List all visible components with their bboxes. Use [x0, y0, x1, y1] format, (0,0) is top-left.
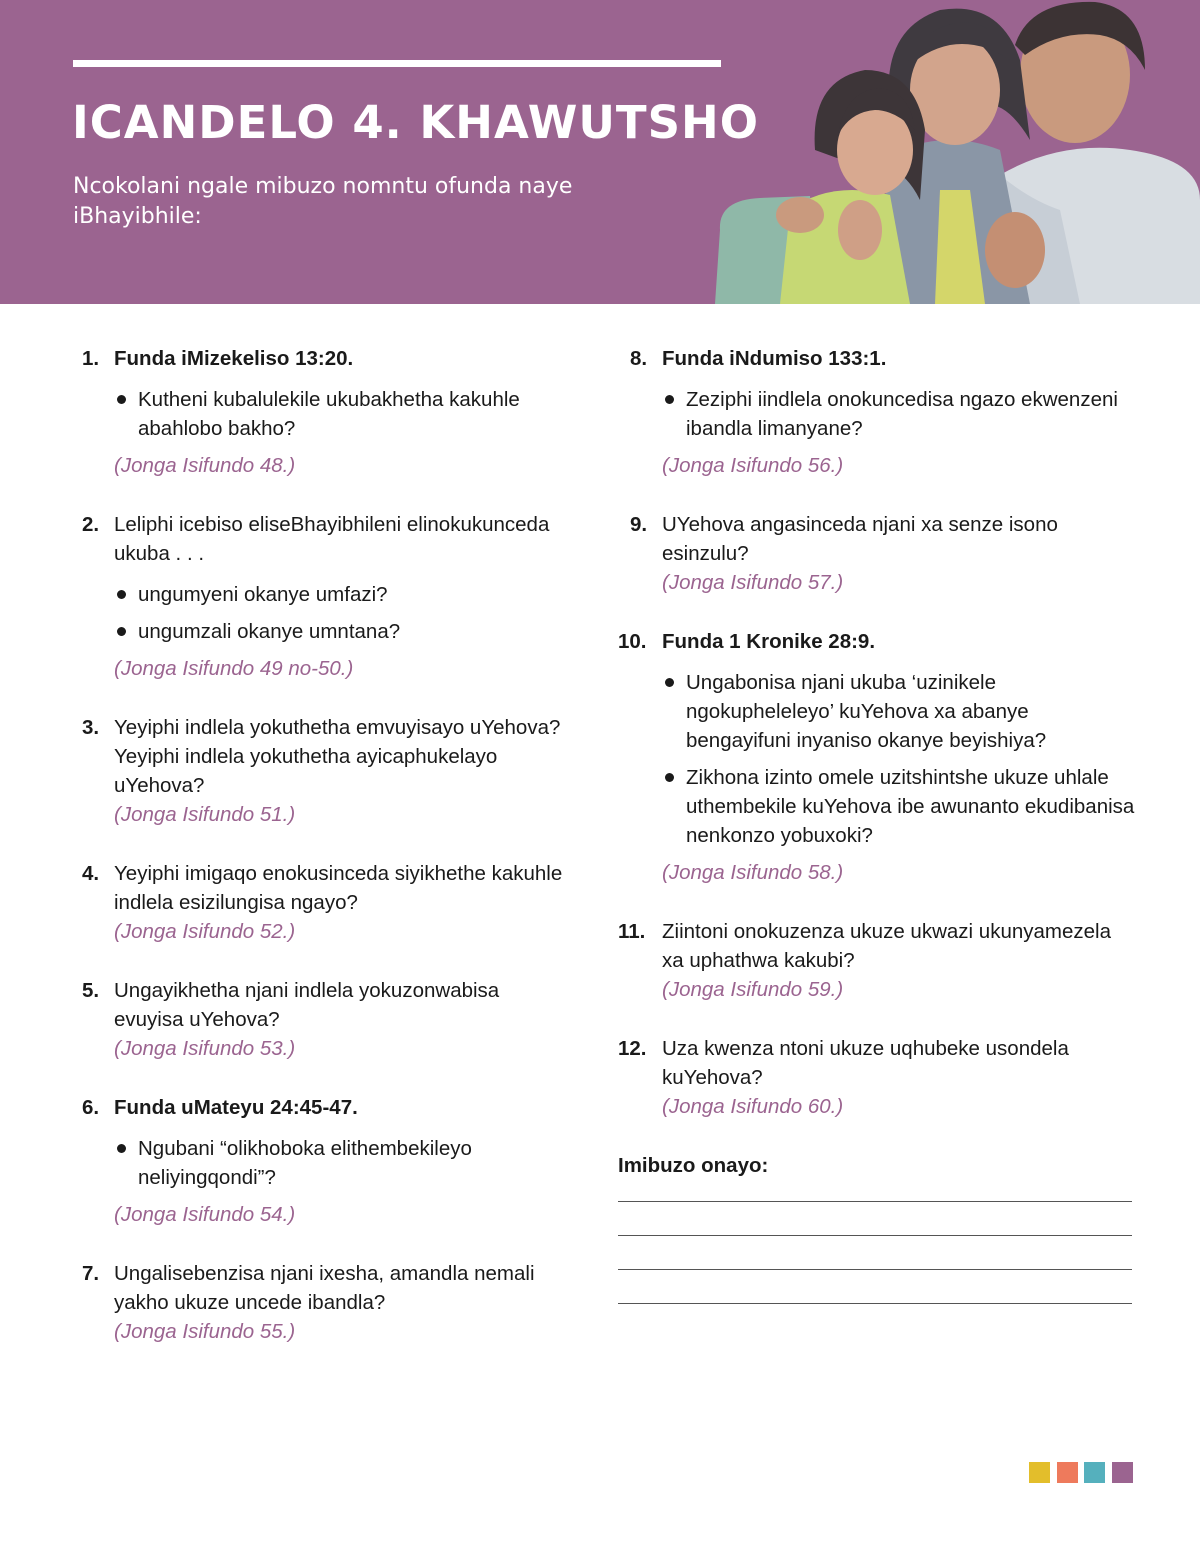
- bullet-list: [114, 385, 572, 443]
- question-number: 7.: [82, 1262, 100, 1285]
- swatch-coral: [1057, 1462, 1078, 1483]
- bullet-icon: [665, 395, 674, 404]
- bullet-item: [114, 580, 572, 609]
- bullet-item: [662, 385, 1138, 443]
- question-number: 11.: [618, 920, 646, 943]
- note-line[interactable]: [618, 1201, 1132, 1202]
- bullet-list: [662, 385, 1138, 443]
- bullet-item: [114, 385, 572, 443]
- question-number: 12.: [618, 1037, 647, 1060]
- swatch-teal: [1084, 1462, 1105, 1483]
- note-line[interactable]: [618, 1235, 1132, 1236]
- question-number: 5.: [82, 979, 100, 1002]
- question-number: 2.: [82, 513, 100, 536]
- bullet-text: Zikhona izinto omele uzitshintshe ukuze uhlale uthembekile kuYehova ibe awunanto ekudibanisa nenkonzo yobuxoki?: [686, 766, 1135, 847]
- question-text: Yeyiphi indlela yokuthetha emvuyisayo uYehova? Yeyiphi indlela yokuthetha ayicaphukelayo uYehova?: [114, 716, 561, 797]
- swatch-purple: [1112, 1462, 1133, 1483]
- family-praying-illustration: [700, 0, 1200, 304]
- question-text: Funda iNdumiso 133:1.: [662, 347, 887, 370]
- question-text: Ziintoni onokuzenza ukuze ukwazi ukunyamezela xa uphathwa kakubi?: [662, 920, 1111, 972]
- question-item: [618, 627, 1138, 887]
- questions-column-left: [82, 344, 572, 1346]
- bullet-list: [662, 668, 1138, 850]
- question-text: Ungalisebenzisa njani ixesha, amandla nemali yakho ukuze uncede ibandla?: [114, 1262, 535, 1314]
- questions-column-right: [618, 344, 1138, 1304]
- question-item: [82, 1093, 572, 1229]
- note-line[interactable]: [618, 1269, 1132, 1270]
- bullet-item: [114, 617, 572, 646]
- bullet-icon: [117, 590, 126, 599]
- bullet-list: [114, 1134, 572, 1192]
- question-item: [618, 510, 1138, 597]
- header-banner: [0, 0, 1200, 304]
- bullet-text: Zeziphi iindlela onokuncedisa ngazo ekwenzeni ibandla limanyane?: [686, 388, 1118, 440]
- bullet-icon: [117, 627, 126, 636]
- question-text: UYehova angasinceda njani xa senze isono esinzulu?: [662, 513, 1058, 565]
- bullet-text: Ngubani “olikhoboka elithembekileyo neliyingqondi”?: [138, 1137, 472, 1189]
- bullet-icon: [665, 773, 674, 782]
- lesson-reference: (Jonga Isifundo 59.): [662, 978, 844, 1001]
- question-number: 1.: [82, 347, 100, 370]
- bullet-item: [662, 668, 1138, 755]
- lesson-reference: (Jonga Isifundo 57.): [662, 571, 844, 594]
- bullet-icon: [117, 1144, 126, 1153]
- question-item: [82, 976, 572, 1063]
- swatch-yellow: [1029, 1462, 1050, 1483]
- bullet-list: [114, 580, 572, 646]
- lesson-reference: (Jonga Isifundo 52.): [114, 920, 296, 943]
- lesson-reference: (Jonga Isifundo 51.): [114, 803, 296, 826]
- bullet-icon: [665, 678, 674, 687]
- question-item: [618, 1034, 1138, 1121]
- bullet-item: [662, 763, 1138, 850]
- question-item: [82, 859, 572, 946]
- lesson-reference: (Jonga Isifundo 58.): [662, 861, 844, 884]
- note-line[interactable]: [618, 1303, 1132, 1304]
- question-text: Funda uMateyu 24:45-47.: [114, 1096, 358, 1119]
- lesson-reference: (Jonga Isifundo 56.): [662, 454, 844, 477]
- question-number: 9.: [630, 513, 648, 536]
- lesson-reference: (Jonga Isifundo 48.): [114, 454, 296, 477]
- lesson-reference: (Jonga Isifundo 55.): [114, 1320, 296, 1343]
- question-text: Uza kwenza ntoni ukuze uqhubeke usondela kuYehova?: [662, 1037, 1069, 1089]
- question-item: [82, 1259, 572, 1346]
- bullet-text: ungumzali okanye umntana?: [138, 620, 401, 643]
- question-number: 3.: [82, 716, 100, 739]
- question-number: 4.: [82, 862, 100, 885]
- lesson-reference: (Jonga Isifundo 49 no-50.): [114, 657, 354, 680]
- bullet-text: Ungabonisa njani ukuba ‘uzinikele ngokupheleleyo’ kuYehova xa abanye bengayifuni inyaniso okanye beyishiya?: [686, 671, 1047, 752]
- question-text: Ungayikhetha njani indlela yokuzonwabisa evuyisa uYehova?: [114, 979, 500, 1031]
- bullet-item: [114, 1134, 572, 1192]
- question-number: 6.: [82, 1096, 100, 1119]
- lesson-reference: (Jonga Isifundo 60.): [662, 1095, 844, 1118]
- question-item: [618, 917, 1138, 1004]
- bullet-text: ungumyeni okanye umfazi?: [138, 583, 388, 606]
- bullet-icon: [117, 395, 126, 404]
- question-number: 8.: [630, 347, 648, 370]
- question-item: [82, 344, 572, 480]
- bullet-text: Kutheni kubalulekile ukubakhetha kakuhle abahlobo bakho?: [138, 388, 520, 440]
- lesson-reference: (Jonga Isifundo 54.): [114, 1203, 296, 1226]
- question-item: [618, 344, 1138, 480]
- header-rule: [73, 60, 721, 67]
- question-item: [82, 510, 572, 683]
- page-subtitle: Ncokolani ngale mibuzo nomntu ofunda naye iBhayibhile:: [73, 174, 573, 229]
- question-text: Funda 1 Kronike 28:9.: [662, 630, 876, 653]
- question-text: Yeyiphi imigaqo enokusinceda siyikhethe kakuhle indlela esizilungisa ngayo?: [114, 862, 563, 914]
- page-title: ICANDELO 4. KHAWUTSHO: [72, 96, 759, 149]
- question-item: [82, 713, 572, 829]
- notes-label: Imibuzo onayo:: [618, 1154, 769, 1177]
- question-text: Funda iMizekeliso 13:20.: [114, 347, 354, 370]
- lesson-reference: (Jonga Isifundo 53.): [114, 1037, 296, 1060]
- question-text: Leliphi icebiso eliseBhayibhileni elinokukunceda ukuba . . .: [114, 513, 550, 565]
- question-number: 10.: [618, 630, 647, 653]
